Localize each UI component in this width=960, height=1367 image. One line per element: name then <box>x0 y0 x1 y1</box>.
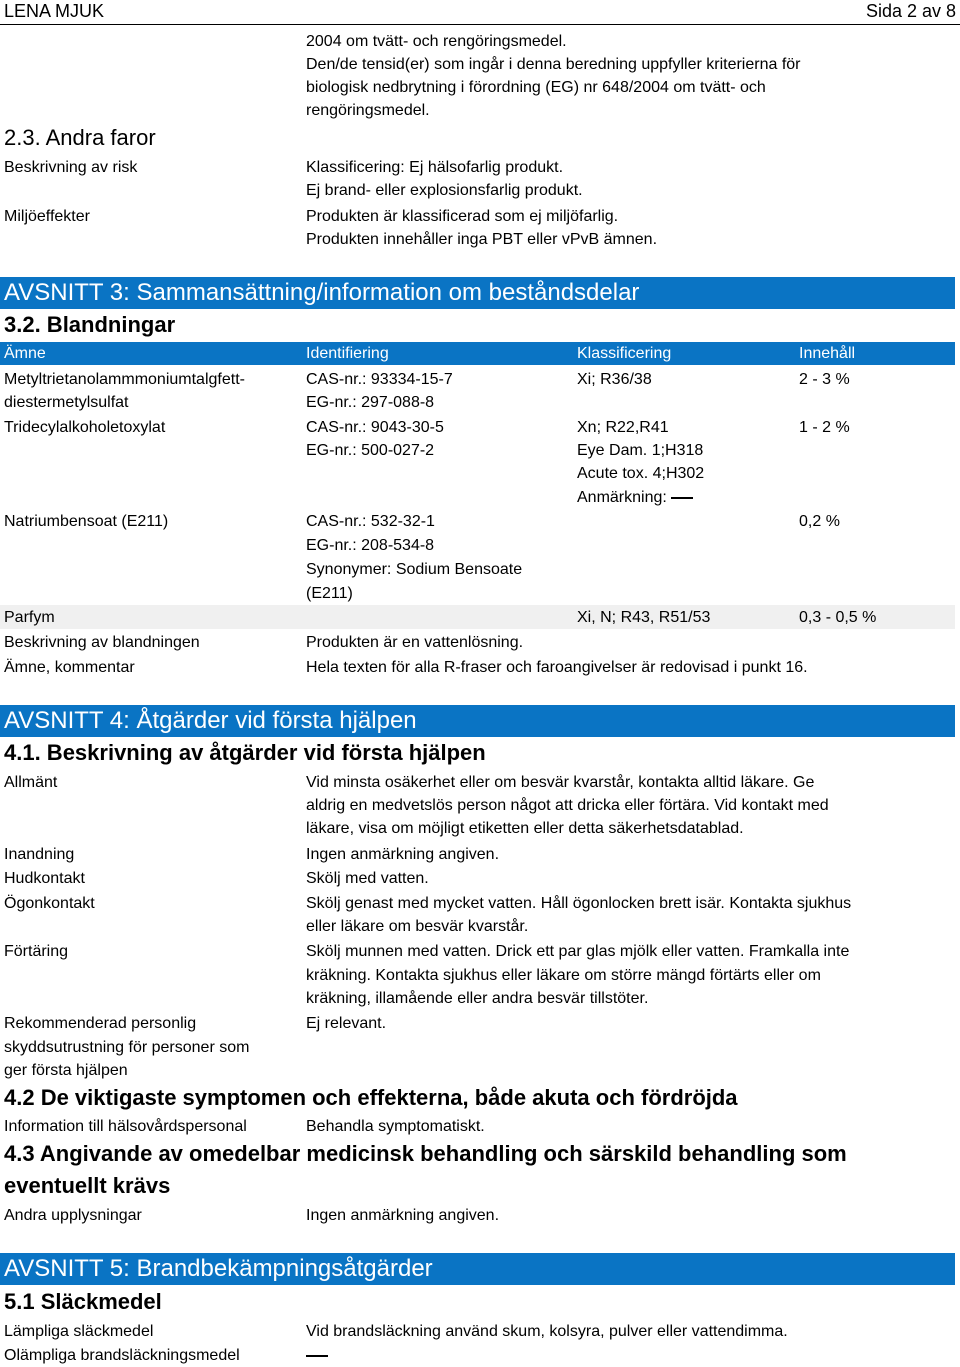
allmant-label: Allmänt <box>4 774 58 791</box>
section-3-bar: AVSNITT 3: Sammansättning/information om beståndsdelar <box>0 277 955 309</box>
hudkontakt-value: Skölj med vatten. <box>306 870 429 887</box>
row3-ident: CAS-nr.: 532-32-1 <box>306 513 435 530</box>
unsuitable-label: Olämpliga brandsläckningsmedel <box>4 1347 240 1364</box>
risk-line: Ej brand- eller explosionsfarlig produkt. <box>306 182 583 199</box>
section-4-1-title: 4.1. Beskrivning av åtgärder vid första hjälpen <box>4 740 486 765</box>
row3-ident: (E211) <box>306 585 353 602</box>
other-label: Andra upplysningar <box>4 1207 142 1224</box>
row3-ident: Synonymer: Sodium Bensoate <box>306 561 523 578</box>
row3-content: 0,2 % <box>799 513 840 530</box>
dash-mark <box>671 497 693 499</box>
row2-content: 1 - 2 % <box>799 419 850 436</box>
col-klassificering: Klassificering <box>577 345 672 362</box>
env-line: Produkten är klassificerad som ej miljöfarlig. <box>306 208 619 225</box>
row3-name: Natriumbensoat (E211) <box>4 513 169 530</box>
fortaring-value: Skölj munnen med vatten. Drick ett par glas mjölk eller vatten. Framkalla inte <box>306 943 850 960</box>
section-4-bar: AVSNITT 4: Åtgärder vid första hjälpen <box>0 705 955 737</box>
suitable-value: Vid brandsläckning använd skum, kolsyra, pulver eller vattendimma. <box>306 1323 788 1340</box>
intro-line: rengöringsmedel. <box>306 102 430 119</box>
section-4-2-title: 4.2 De viktigaste symptomen och effekterna, både akuta och fördröjda <box>4 1085 738 1110</box>
ogonkontakt-value: Skölj genast med mycket vatten. Håll ögonlocken brett isär. Kontakta sjukhus <box>306 895 852 912</box>
row1-name: diestermetylsulfat <box>4 394 129 411</box>
header-divider <box>0 24 960 25</box>
comment-label: Ämne, kommentar <box>4 659 135 676</box>
env-label: Miljöeffekter <box>4 208 90 225</box>
mixture-desc-value: Produkten är en vattenlösning. <box>306 634 524 651</box>
row4-content: 0,3 - 0,5 % <box>799 609 877 626</box>
info-label: Information till hälsovårdspersonal <box>4 1118 247 1135</box>
ppe-label: Rekommenderad personlig <box>4 1015 197 1032</box>
row2-klass-note-label: Anmärkning: <box>577 489 667 506</box>
other-value: Ingen anmärkning angiven. <box>306 1207 500 1224</box>
page-number: Sida 2 av 8 <box>865 1 956 21</box>
hudkontakt-label: Hudkontakt <box>4 870 85 887</box>
row1-name: Metyltrietanolammmoniumtalgfett- <box>4 371 245 388</box>
env-line: Produkten innehåller inga PBT eller vPvB ämnen. <box>306 231 658 248</box>
row2-klass: Acute tox. 4;H302 <box>577 465 705 482</box>
row1-klass: Xi; R36/38 <box>577 371 652 388</box>
ogonkontakt-label: Ögonkontakt <box>4 895 95 912</box>
allmant-value: läkare, visa om möjligt etiketten eller detta säkerhetsdatablad. <box>306 820 744 837</box>
col-amne: Ämne <box>4 345 46 362</box>
allmant-value: aldrig en medvetslös person något att dricka eller förtära. Vid kontakt med <box>306 797 829 814</box>
row1-ident: CAS-nr.: 93334-15-7 <box>306 371 453 388</box>
fortaring-value: kräkning. Kontakta sjukhus eller läkare om större mängd förtärts eller om <box>306 967 821 984</box>
section-3-2-title: 3.2. Blandningar <box>4 312 176 337</box>
fortaring-label: Förtäring <box>4 943 69 960</box>
inandning-value: Ingen anmärkning angiven. <box>306 846 500 863</box>
mixture-desc-label: Beskrivning av blandningen <box>4 634 200 651</box>
info-value: Behandla symptomatiskt. <box>306 1118 485 1135</box>
intro-line: 2004 om tvätt- och rengöringsmedel. <box>306 33 567 50</box>
unsuitable-value <box>306 1344 328 1367</box>
row2-klass-note <box>577 486 693 509</box>
ogonkontakt-value: eller läkare om besvär kvarstår. <box>306 918 529 935</box>
section-2-3-title: 2.3. Andra faror <box>4 125 156 150</box>
fortaring-value: kräkning, illamående eller andra besvär tillstöter. <box>306 990 649 1007</box>
section-4-3-title: eventuellt krävs <box>4 1173 171 1198</box>
suitable-label: Lämpliga släckmedel <box>4 1323 154 1340</box>
section-4-3-title: 4.3 Angivande av omedelbar medicinsk behandling och särskild behandling som <box>4 1141 847 1166</box>
company-name: LENA MJUK <box>4 1 105 21</box>
row1-ident: EG-nr.: 297-088-8 <box>306 394 435 411</box>
ppe-label: skyddsutrustning för personer som <box>4 1039 250 1056</box>
row3-ident: EG-nr.: 208-534-8 <box>306 537 435 554</box>
ppe-label: ger första hjälpen <box>4 1062 128 1079</box>
inandning-label: Inandning <box>4 846 75 863</box>
row2-klass: Xn; R22,R41 <box>577 419 669 436</box>
section-5-bar: AVSNITT 5: Brandbekämpningsåtgärder <box>0 1253 955 1285</box>
row2-ident: EG-nr.: 500-027-2 <box>306 442 435 459</box>
section-5-1-title: 5.1 Släckmedel <box>4 1289 162 1314</box>
dash-mark <box>306 1355 328 1357</box>
col-innehall: Innehåll <box>799 345 856 362</box>
row2-klass: Eye Dam. 1;H318 <box>577 442 704 459</box>
risk-label: Beskrivning av risk <box>4 159 138 176</box>
row1-content: 2 - 3 % <box>799 371 850 388</box>
ppe-value: Ej relevant. <box>306 1015 387 1032</box>
risk-line: Klassificering: Ej hälsofarlig produkt. <box>306 159 564 176</box>
row2-ident: CAS-nr.: 9043-30-5 <box>306 419 444 436</box>
intro-line: biologisk nedbrytning i förordning (EG) nr 648/2004 om tvätt- och <box>306 79 766 96</box>
comment-value: Hela texten för alla R-fraser och faroangivelser är redovisad i punkt 16. <box>306 659 808 676</box>
intro-line: Den/de tensid(er) som ingår i denna beredning uppfyller kriterierna för <box>306 56 801 73</box>
row2-name: Tridecylalkoholetoxylat <box>4 419 166 436</box>
col-identifiering: Identifiering <box>306 345 389 362</box>
row4-klass: Xi, N; R43, R51/53 <box>577 609 711 626</box>
row4-name: Parfym <box>4 609 55 626</box>
allmant-value: Vid minsta osäkerhet eller om besvär kvarstår, kontakta alltid läkare. Ge <box>306 774 815 791</box>
